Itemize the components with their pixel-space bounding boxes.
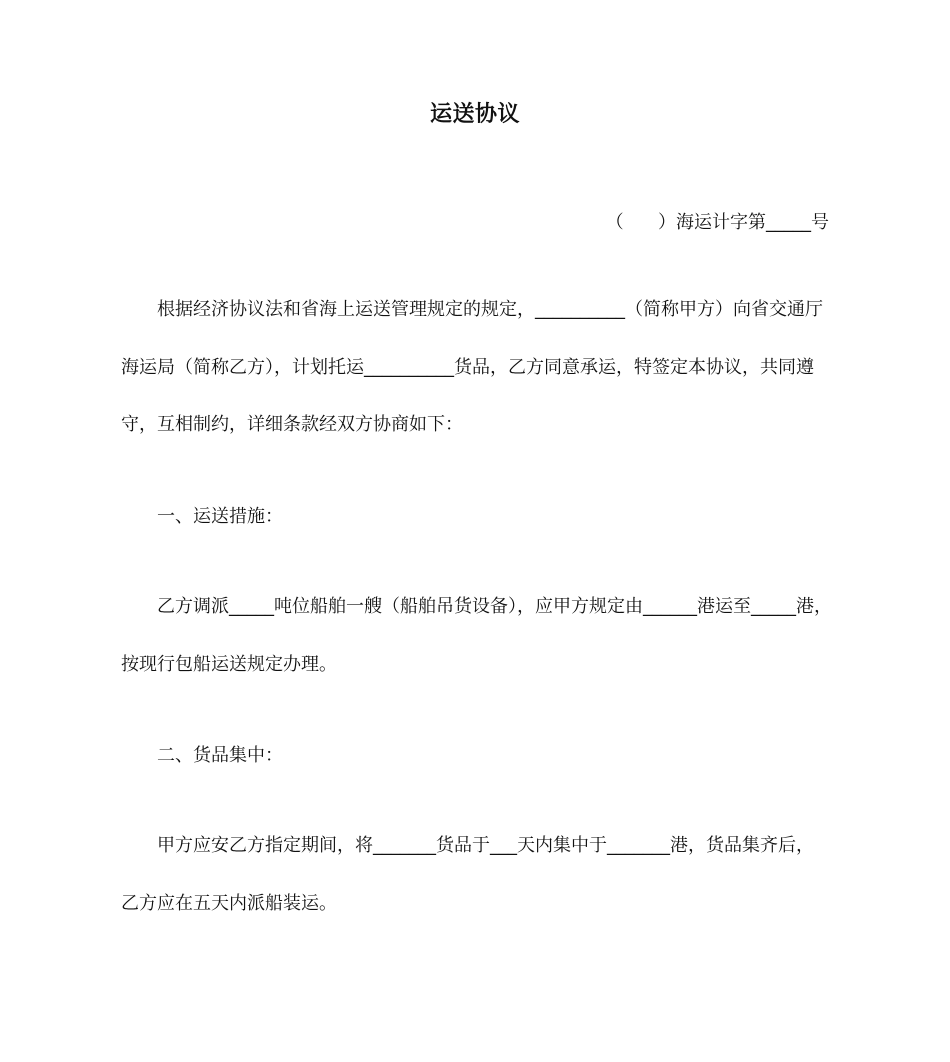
intro-line-2: 海运局（简称乙方），计划托运__________货品，乙方同意承运，特签定本协议，共同遵 xyxy=(121,357,814,378)
section-2-line-1: 甲方应安乙方指定期间，将_______货品于___天内集中于_______港，货品集齐后， xyxy=(157,835,814,856)
intro-line-1: 根据经济协议法和省海上运送管理规定的规定，__________（简称甲方）向省交通厅 xyxy=(157,299,823,320)
section-2-heading: 二、货品集中： xyxy=(157,745,283,766)
document-number: （ ）海运计字第_____号 xyxy=(605,212,829,233)
intro-line-3: 守，互相制约，详细条款经双方协商如下： xyxy=(121,414,463,435)
document-title: 运送协议 xyxy=(429,102,520,127)
section-1-line-1: 乙方调派_____吨位船舶一艘（船舶吊货设备），应甲方规定由______港运至_____港， xyxy=(157,596,832,617)
section-1-heading: 一、运送措施： xyxy=(157,506,283,527)
section-1-line-2: 按现行包船运送规定办理。 xyxy=(121,654,337,675)
section-2-line-2: 乙方应在五天内派船装运。 xyxy=(121,893,337,914)
